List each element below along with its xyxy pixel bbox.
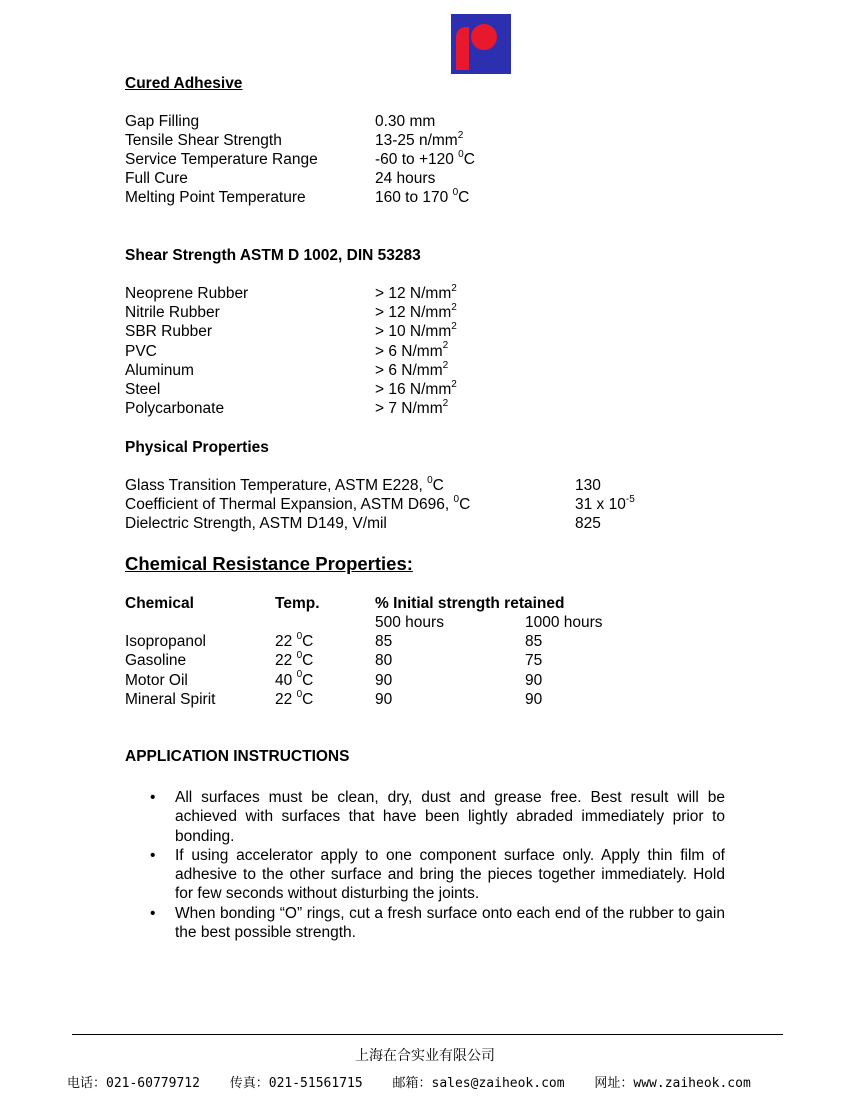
unit-text: C (302, 633, 314, 650)
chemical-temp (275, 690, 313, 709)
property-label: Gap Filling (125, 113, 200, 130)
label-text: Coefficient of Thermal Expansion, ASTM D696, (125, 496, 454, 513)
retained-500h: 90 (375, 671, 393, 689)
superscript: 0 (296, 650, 303, 662)
application-instructions-list (150, 788, 725, 942)
col-header-chemical: Chemical (125, 595, 194, 612)
value-text: 130 (575, 477, 601, 494)
property-label (125, 495, 470, 514)
value-text: -60 to +120 (375, 151, 459, 168)
retained-500h: 85 (375, 633, 393, 650)
unit-text: C (302, 690, 314, 708)
footer-fax: 传真：021-51561715 (229, 1076, 363, 1091)
value-text: > 12 N/mm (375, 285, 452, 302)
bullet-icon: • (150, 904, 156, 922)
chemical-name: Motor Oil (125, 671, 188, 689)
strength-value (375, 322, 457, 341)
company-logo (451, 14, 511, 74)
bullet-icon: • (150, 846, 156, 864)
superscript: 2 (451, 302, 457, 314)
strength-value (375, 342, 448, 361)
superscript: 0 (296, 630, 303, 642)
chemical-temp (275, 632, 313, 651)
chemical-resistance-title: Chemical Resistance Properties: (125, 553, 413, 574)
material-label: Steel (125, 381, 161, 398)
property-label: Full Cure (125, 170, 188, 187)
instruction-item: • All surfaces must be clean, dry, dust and grease free. Best result will be achieved with surfaces that have been lightly abraded immediately prior to bonding. (150, 789, 725, 845)
property-value (575, 476, 601, 495)
material-label: SBR Rubber (125, 323, 213, 341)
value-text: 40 (275, 671, 297, 689)
footer-phone: 电话：021-60779712 (67, 1076, 200, 1091)
superscript: 2 (451, 321, 457, 333)
col-header-500-hours: 500 hours (375, 614, 444, 631)
value-text: 31 x 10 (575, 496, 626, 513)
bullet-icon: • (150, 789, 156, 806)
property-label: Service Temperature Range (125, 151, 318, 168)
shear-strength-title: Shear Strength ASTM D 1002, DIN 53283 (125, 247, 421, 264)
value-text: > 6 N/mm (375, 342, 443, 360)
superscript: 2 (457, 129, 464, 141)
property-value (375, 112, 435, 131)
value-text: 160 to 170 (375, 189, 453, 206)
unit-text: C (302, 671, 314, 689)
value-text: > 6 N/mm (375, 361, 443, 379)
property-label (125, 476, 444, 495)
unit-text: C (463, 151, 475, 168)
property-value (375, 169, 435, 188)
strength-value (375, 380, 457, 399)
cured-adhesive-title: Cured Adhesive (125, 75, 243, 92)
strength-value (375, 399, 448, 418)
value-text: > 10 N/mm (375, 323, 452, 341)
label-text: Dielectric Strength, ASTM D149, V/mil (125, 515, 387, 532)
unit-text: C (459, 496, 471, 513)
material-label: Nitrile Rubber (125, 304, 220, 322)
footer-company-name: 上海在合实业有限公司 (355, 1048, 495, 1064)
property-value (575, 514, 601, 533)
value-text: 24 hours (375, 170, 436, 187)
superscript: 0 (427, 474, 433, 486)
value-text: 22 (275, 652, 297, 670)
chemical-temp (275, 671, 313, 690)
retained-1000h: 90 (525, 671, 543, 689)
superscript: 0 (458, 148, 464, 160)
instruction-item: • When bonding “O” rings, cut a fresh surface onto each end of the rubber to gain the best possible strength. (150, 904, 725, 942)
application-instructions-title: APPLICATION INSTRUCTIONS (125, 748, 350, 765)
col-header-retained: % Initial strength retained (375, 595, 565, 612)
value-text: > 7 N/mm (375, 400, 443, 418)
col-header-1000-hours: 1000 hours (525, 614, 603, 631)
superscript: 2 (442, 359, 449, 371)
strength-value (375, 303, 457, 322)
material-label: Neoprene Rubber (125, 285, 249, 302)
footer-website[interactable]: 网址：www.zaiheok.com (594, 1076, 751, 1091)
property-label: Melting Point Temperature (125, 189, 306, 206)
value-text: > 12 N/mm (375, 304, 452, 322)
property-label (125, 514, 387, 533)
retained-1000h: 85 (525, 633, 543, 650)
superscript: 2 (451, 378, 457, 390)
value-text: 825 (575, 515, 601, 532)
col-header-temp: Temp. (275, 595, 320, 612)
retained-1000h: 75 (525, 652, 543, 670)
unit-text: C (458, 189, 470, 206)
instruction-item: • If using accelerator apply to one component surface only. Apply thin film of adhesive to the other surface and bring the pieces together immediately. Hold for few seconds without disturbing the joints. (150, 846, 725, 903)
chemical-name: Mineral Spirit (125, 690, 216, 708)
superscript: 0 (296, 669, 303, 681)
value-text: 0.30 mm (375, 113, 436, 130)
footer-contact-line (67, 1072, 773, 1091)
superscript: -5 (625, 493, 635, 505)
material-label: Polycarbonate (125, 400, 225, 418)
superscript: 0 (453, 493, 460, 505)
property-label: Tensile Shear Strength (125, 132, 282, 149)
physical-properties-title: Physical Properties (125, 439, 269, 456)
chemical-name: Isopropanol (125, 633, 207, 650)
superscript: 0 (452, 186, 459, 198)
unit-text: C (432, 477, 444, 494)
material-label: Aluminum (125, 361, 194, 379)
footer-divider (72, 1034, 783, 1035)
property-value (375, 131, 463, 150)
chemical-temp (275, 651, 313, 670)
footer-email[interactable]: 邮箱：sales@zaiheok.com (392, 1076, 565, 1091)
retained-1000h: 90 (525, 690, 543, 708)
value-text: 13-25 n/mm (375, 132, 458, 149)
superscript: 0 (296, 688, 303, 700)
chemical-name: Gasoline (125, 652, 187, 670)
property-value (575, 495, 635, 514)
unit-text: C (302, 652, 314, 670)
strength-value (375, 284, 457, 303)
value-text: 22 (275, 690, 297, 708)
retained-500h: 80 (375, 652, 393, 670)
value-text: 22 (275, 633, 297, 650)
strength-value (375, 361, 448, 380)
superscript: 2 (442, 398, 449, 410)
superscript: 2 (451, 282, 457, 294)
value-text: > 16 N/mm (375, 381, 452, 398)
retained-500h: 90 (375, 690, 393, 708)
property-value (375, 150, 475, 169)
material-label: PVC (125, 342, 157, 360)
property-value (375, 188, 469, 207)
label-text: Glass Transition Temperature, ASTM E228, (125, 477, 428, 494)
superscript: 2 (442, 340, 449, 352)
